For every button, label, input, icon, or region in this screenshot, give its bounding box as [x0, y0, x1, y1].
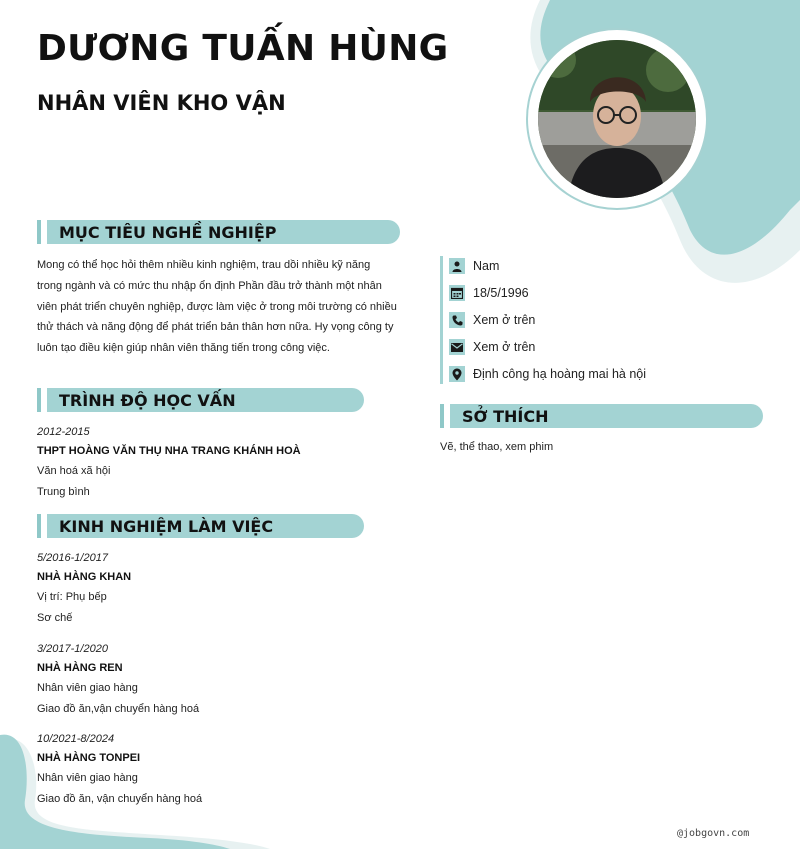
experience-company: NHÀ HÀNG KHAN: [37, 571, 132, 583]
section-title-objective: MỤC TIÊU NGHỀ NGHIỆP: [59, 223, 277, 242]
experience-period: 10/2021-8/2024: [37, 733, 115, 745]
education-detail: Văn hoá xã hội: [37, 465, 111, 477]
experience-detail: Giao đồ ăn,vận chuyển hàng hoá: [37, 702, 200, 715]
experience-detail: Sơ chế: [37, 611, 73, 624]
info-address: [449, 365, 646, 383]
info-email: [449, 338, 535, 356]
objective-line: thử thách và năng động để phát triển bản thân hơn nữa. Hy vọng công ty: [37, 321, 394, 334]
section-title-education: TRÌNH ĐỘ HỌC VẤN: [59, 391, 236, 410]
section-title-hobbies: SỞ THÍCH: [462, 407, 549, 426]
objective-line: luôn tạo điều kiện giúp nhân viên thăng tiến trong công việc.: [37, 342, 330, 355]
section-header-hobbies: [440, 404, 763, 428]
section-header-objective: [37, 220, 400, 244]
info-phone: [449, 311, 535, 329]
info-gender: [449, 257, 499, 275]
person-icon: [449, 258, 465, 274]
watermark: @jobgovn.com: [677, 828, 750, 839]
experience-entry: [37, 640, 199, 719]
phone-icon: [449, 312, 465, 328]
section-header-education: [37, 388, 364, 412]
objective-line: Mong có thể học hỏi thêm nhiều kinh nghiệm, trau dồi nhiều kỹ năng: [37, 259, 371, 271]
experience-company: NHÀ HÀNG TONPEI: [37, 752, 141, 764]
info-gender-value: Nam: [473, 259, 500, 273]
info-address-value: Định công hạ hoàng mai hà nội: [473, 367, 647, 381]
experience-entry: [37, 549, 131, 628]
info-birthdate-value: 18/5/1996: [473, 286, 529, 300]
objective-line: trong ngành và có mức thu nhập ổn định Phần đầu trở thành một nhân: [37, 279, 382, 292]
candidate-name: DƯƠNG TUẤN HÙNG: [37, 28, 449, 69]
info-divider: [440, 256, 443, 384]
experience-period: 5/2016-1/2017: [37, 552, 108, 564]
experience-entry: [37, 730, 202, 809]
objective-line: viên phát triển chuyên nghiệp, được làm việc ở trong môi trường có nhiều: [37, 300, 397, 313]
experience-company: NHÀ HÀNG REN: [37, 662, 123, 674]
hobbies-text: Vẽ, thể thao, xem phim: [440, 441, 554, 453]
info-phone-value: Xem ở trên: [473, 313, 536, 327]
objective-text: [37, 255, 402, 359]
experience-detail: Nhân viên giao hàng: [37, 682, 138, 694]
experience-period: 3/2017-1/2020: [37, 643, 108, 655]
location-pin-icon: [449, 366, 465, 382]
calendar-icon: [449, 285, 465, 301]
info-birthdate: [449, 284, 529, 302]
education-entry: [37, 423, 301, 502]
mail-icon: [449, 339, 465, 355]
section-title-experience: KINH NGHIỆM LÀM VIỆC: [59, 517, 274, 536]
experience-detail: Giao đồ ăn, vận chuyển hàng hoá: [37, 792, 203, 805]
experience-detail: Vị trí: Phụ bếp: [37, 591, 107, 603]
experience-detail: Nhân viên giao hàng: [37, 772, 138, 784]
section-header-experience: [37, 514, 364, 538]
education-school: THPT HOÀNG VĂN THỤ NHA TRANG KHÁNH HOÀ: [37, 445, 301, 457]
info-email-value: Xem ở trên: [473, 340, 536, 354]
candidate-role: NHÂN VIÊN KHO VẬN: [37, 91, 286, 115]
education-period: 2012-2015: [37, 426, 90, 438]
profile-photo: [528, 30, 706, 208]
education-detail: Trung bình: [37, 485, 90, 498]
